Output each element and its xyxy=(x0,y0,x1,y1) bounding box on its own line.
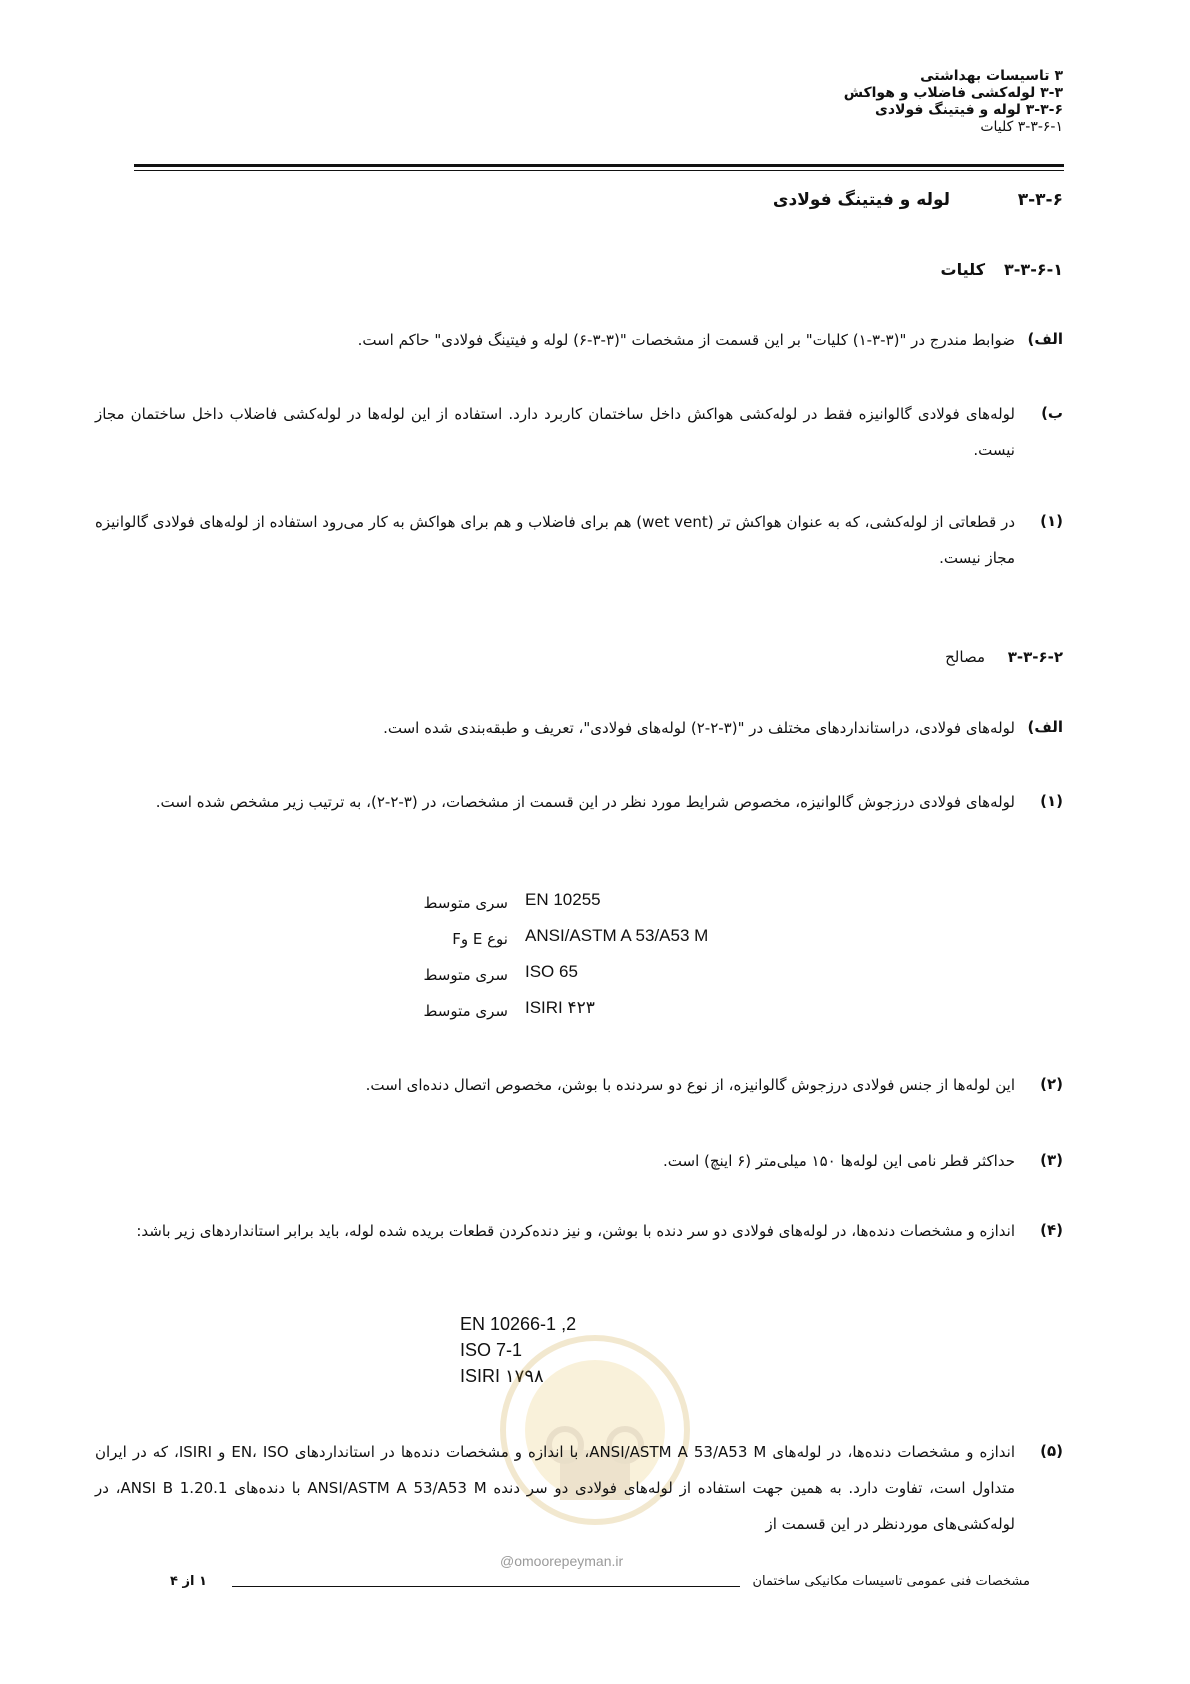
thread-standard: ISIRI ۱۷۹۸ xyxy=(460,1366,544,1386)
header-line-2: ۳-۳ لوله‌کشی فاضلاب و هواکش xyxy=(843,85,1063,101)
item-mark: (۱) xyxy=(1040,792,1063,810)
paragraph: لوله‌های فولادی درزجوش گالوانیزه، مخصوص شرایط مورد نظر در این قسمت از مشخصات، در (۳-۲-۲)، به ترتیب زیر مشخص شده است. xyxy=(155,793,1015,811)
subsection-title: مصالح xyxy=(945,648,985,666)
paragraph: اندازه و مشخصات دنده‌ها، در لوله‌های فولادی دو سر دنده با بوشن، و نیز دنده‌کردن قطعات بریده شده لوله، باید برابر استانداردهای زیر باشد: xyxy=(136,1222,1015,1240)
footer-title: مشخصات فنی عمومی تاسیسات مکانیکی ساختمان xyxy=(752,1574,1030,1589)
paragraph: این لوله‌ها از جنس فولادی درزجوش گالوانیزه، از نوع دو سردنده با بوشن، مخصوص اتصال دنده‌ای است. xyxy=(365,1076,1015,1094)
paragraph: اندازه و مشخصات دنده‌ها، در لوله‌های ANSI/ASTM A 53/A53 M، با اندازه و مشخصات دنده‌ها در استانداردهای EN، ISO و ISIRI، که در ایران متداول است، تفاوت دارد. به همین جهت استفاده از لوله‌های فولادی دو سر دنده ANSI/ASTM A 53/A53 M با دنده‌های ANSI B 1.20.1، در لوله‌کشی‌های موردنظر در این قسمت از xyxy=(95,1443,1015,1533)
page-number: ۱ از ۴ xyxy=(170,1574,207,1589)
paragraph: در قطعاتی از لوله‌کشی، که به عنوان هواکش تر (wet vent) هم برای فاضلاب و هم برای هواکش به کار می‌رود استفاده از لوله‌های فولادی گالوانیزه مجاز نیست. xyxy=(95,513,1016,567)
header-rule-thick xyxy=(134,164,1064,167)
paragraph: لوله‌های فولادی گالوانیزه فقط در لوله‌کشی هواکش داخل ساختمان کاربرد دارد. استفاده از این لوله‌ها در لوله‌کشی فاضلاب داخل ساختمان مجاز نیست. xyxy=(95,405,1015,459)
standard-row xyxy=(410,962,810,998)
paragraph: لوله‌های فولادی، دراستانداردهای مختلف در "(۳-۲-۲) لوله‌های فولادی"، تعریف و طبقه‌بندی شده است. xyxy=(383,719,1015,737)
standard-code: ISIRI ۴۲۳ xyxy=(525,998,595,1017)
standard-row xyxy=(410,890,810,926)
subsection-title: کلیات xyxy=(940,260,985,279)
paragraph: ضوابط مندرج در "(۳-۳-۱) کلیات" بر این قسمت از مشخصات "(۳-۳-۶) لوله و فیتینگ فولادی" حاکم است. xyxy=(357,331,1015,349)
item-mark: (۳) xyxy=(1040,1151,1063,1169)
standard-desc: نوع E وF xyxy=(452,930,508,948)
paragraph: حداکثر قطر نامی این لوله‌ها ۱۵۰ میلی‌متر (۶ اینچ) است. xyxy=(663,1152,1015,1170)
standard-code: ANSI/ASTM A 53/A53 M xyxy=(525,926,709,945)
standard-code: ISO 65 xyxy=(525,962,578,981)
section-number: ۳-۳-۶ xyxy=(1017,190,1063,210)
item-mark: الف) xyxy=(1027,330,1063,348)
standards-table xyxy=(410,890,810,1034)
standard-code: EN 10255 xyxy=(525,890,601,909)
running-header xyxy=(844,68,1063,136)
item-mark: الف) xyxy=(1027,718,1063,736)
standard-desc: سری متوسط xyxy=(423,966,508,984)
standard-desc: سری متوسط xyxy=(423,894,508,912)
standard-desc: سری متوسط xyxy=(423,1002,508,1020)
item-mark: (۵) xyxy=(1040,1442,1063,1460)
watermark-url: @omoorepeyman.ir xyxy=(500,1553,624,1569)
header-line-4: ۳-۳-۶-۱ کلیات xyxy=(980,119,1063,135)
section-title: لوله و فیتینگ فولادی xyxy=(772,190,950,210)
subsection-number: ۳-۳-۶-۲ xyxy=(1007,648,1063,666)
thread-standard: EN 10266-1 ,2 xyxy=(460,1314,577,1334)
item-mark: ب) xyxy=(1041,404,1063,422)
subsection-number: ۳-۳-۶-۱ xyxy=(1004,260,1063,279)
header-line-3: ۳-۳-۶ لوله و فیتینگ فولادی xyxy=(875,102,1063,118)
item-mark: (۴) xyxy=(1040,1221,1063,1239)
item-mark: (۱) xyxy=(1040,512,1063,530)
header-rule-thin xyxy=(134,170,1064,171)
item-mark: (۲) xyxy=(1040,1075,1063,1093)
thread-standard: ISO 7-1 xyxy=(460,1340,523,1360)
standard-row xyxy=(410,998,810,1034)
footer-rule xyxy=(232,1586,740,1587)
header-line-1: ۳ تاسیسات بهداشتی xyxy=(920,68,1063,84)
standard-row xyxy=(410,926,810,962)
